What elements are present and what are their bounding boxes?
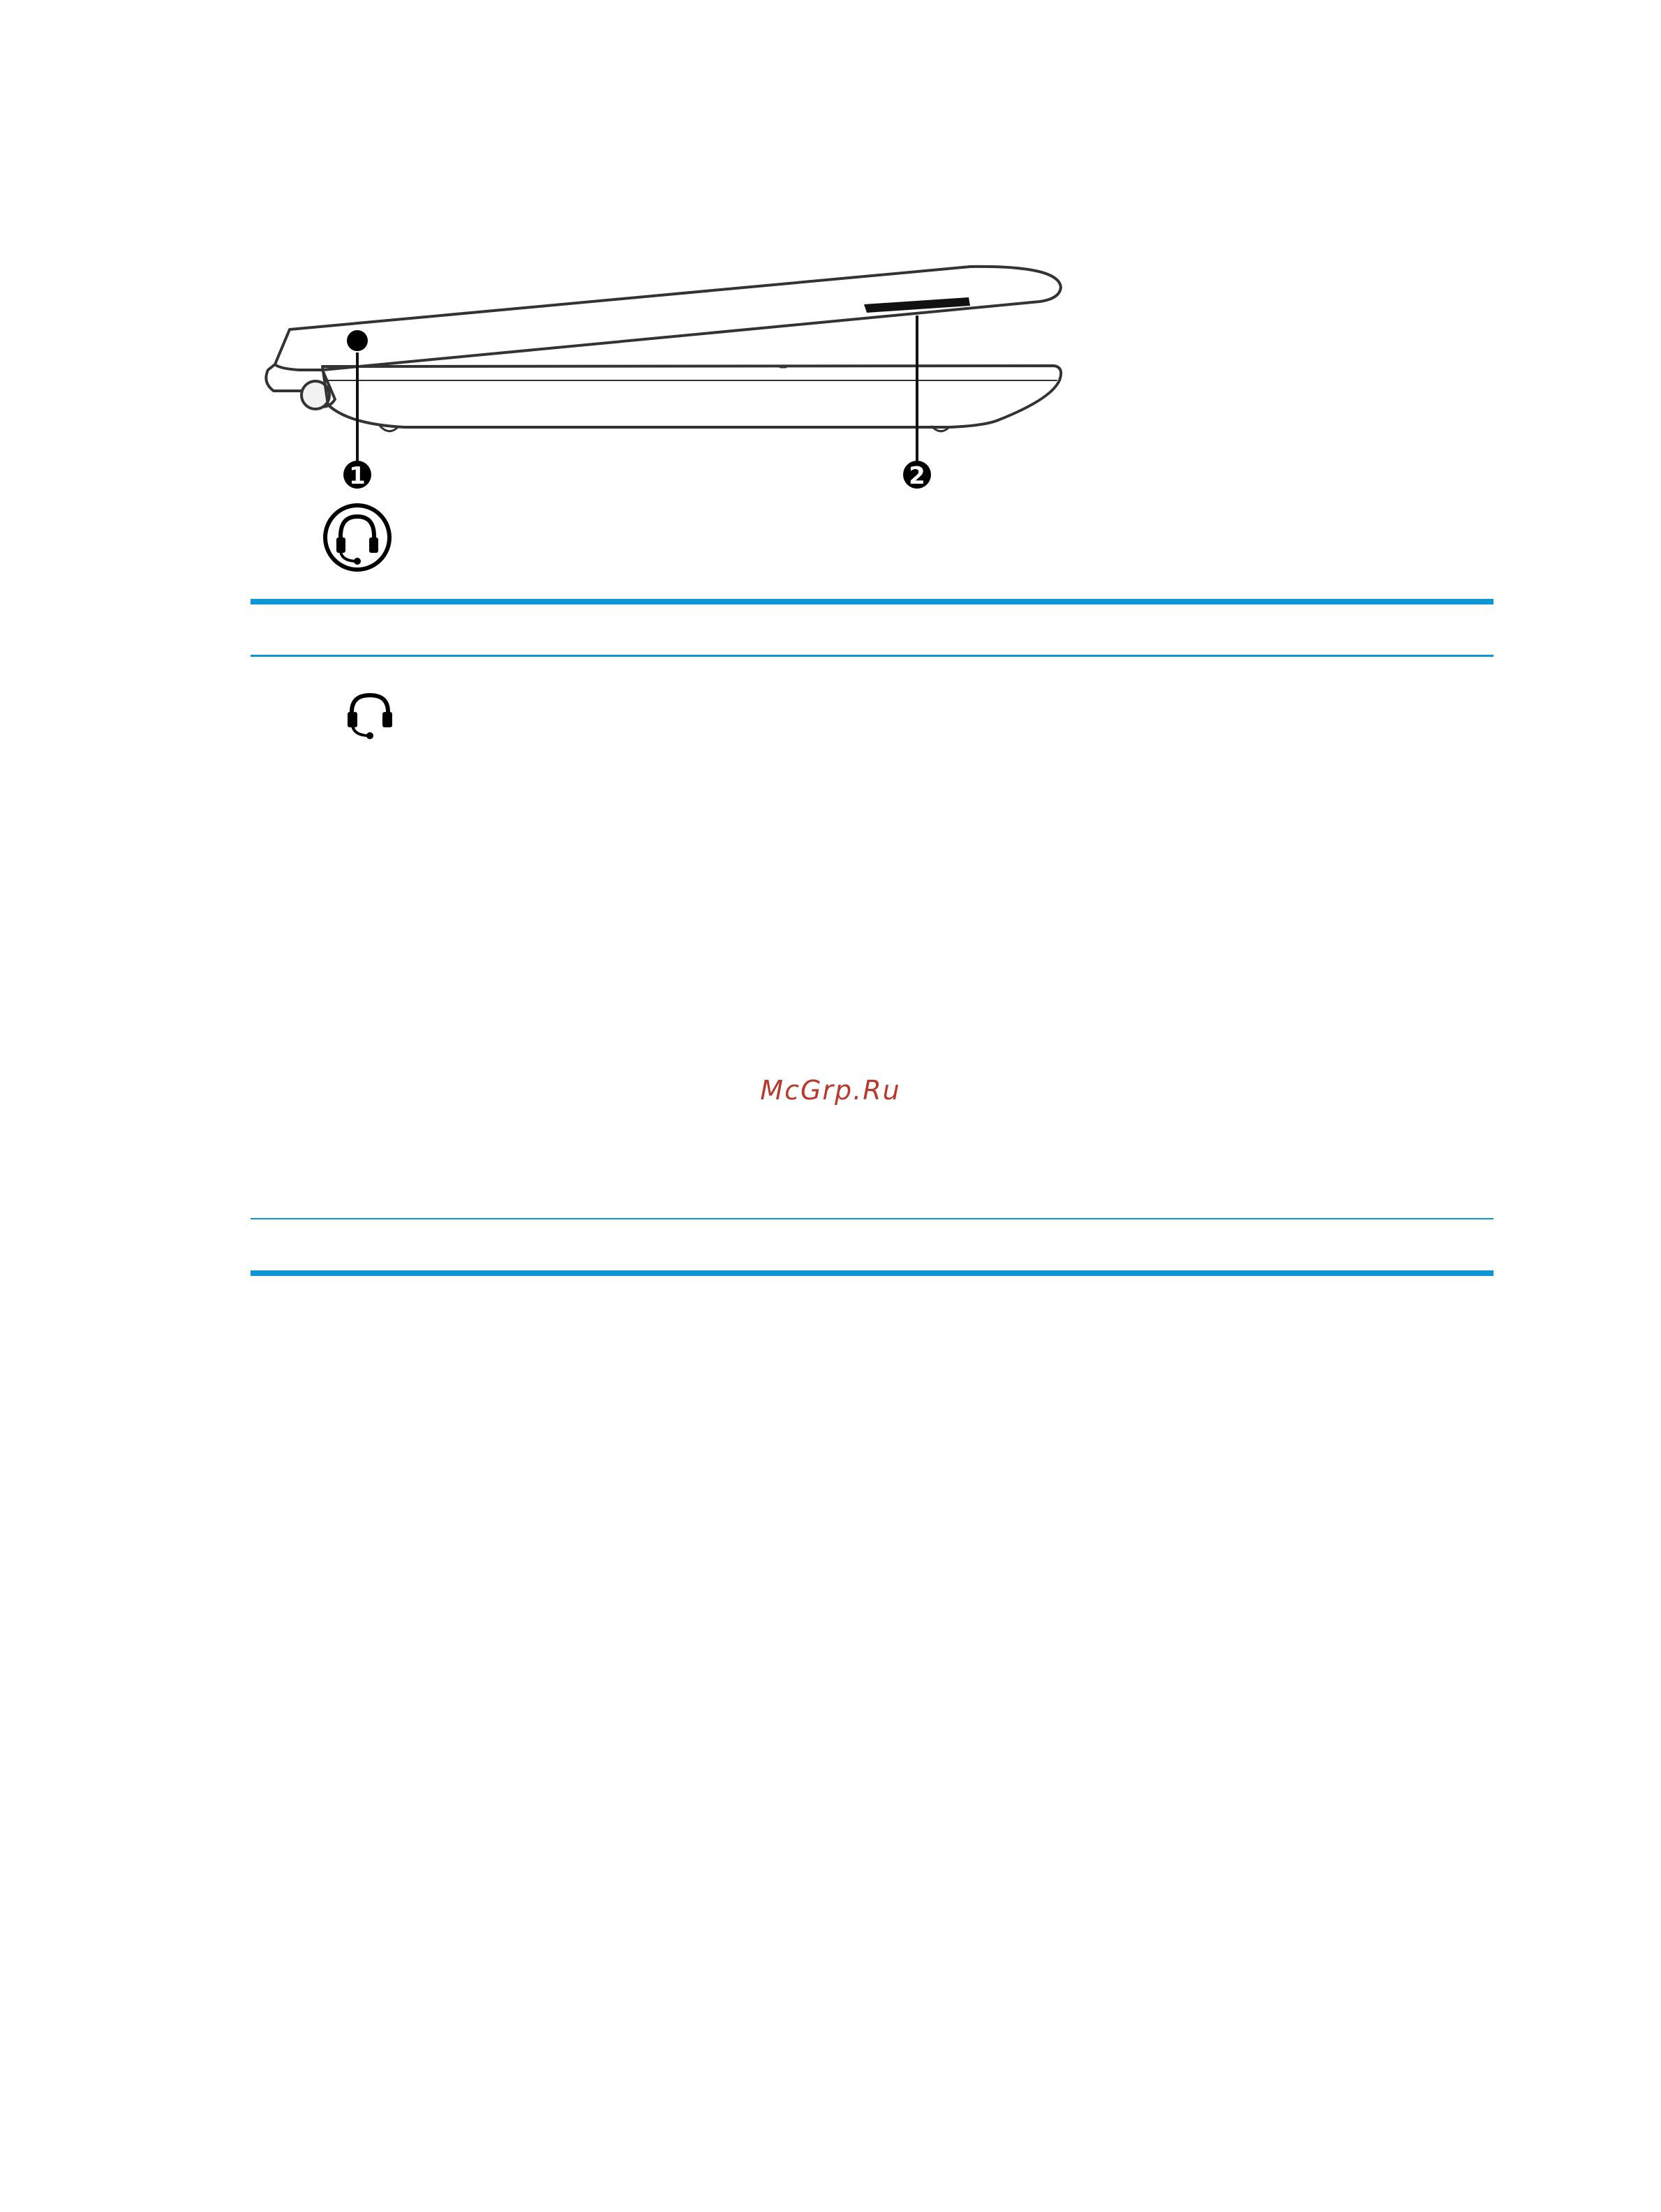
callout-2-number: 2 xyxy=(909,462,925,490)
laptop-left-side-illustration xyxy=(258,237,1082,579)
laptop-lid xyxy=(275,267,1061,370)
table-top-border xyxy=(251,599,1494,604)
callout-1 xyxy=(343,461,371,490)
audio-jack-port xyxy=(347,330,368,351)
table-row-divider xyxy=(251,1218,1494,1219)
callout-1-number: 1 xyxy=(349,462,366,490)
laptop-base xyxy=(322,366,1061,427)
headset-icon xyxy=(325,505,389,570)
watermark-text: McGrp.Ru xyxy=(760,1075,901,1106)
table-bottom-border xyxy=(251,1270,1494,1276)
callout-2 xyxy=(903,461,931,490)
table-header-divider xyxy=(251,655,1494,657)
headset-icon xyxy=(342,691,398,740)
